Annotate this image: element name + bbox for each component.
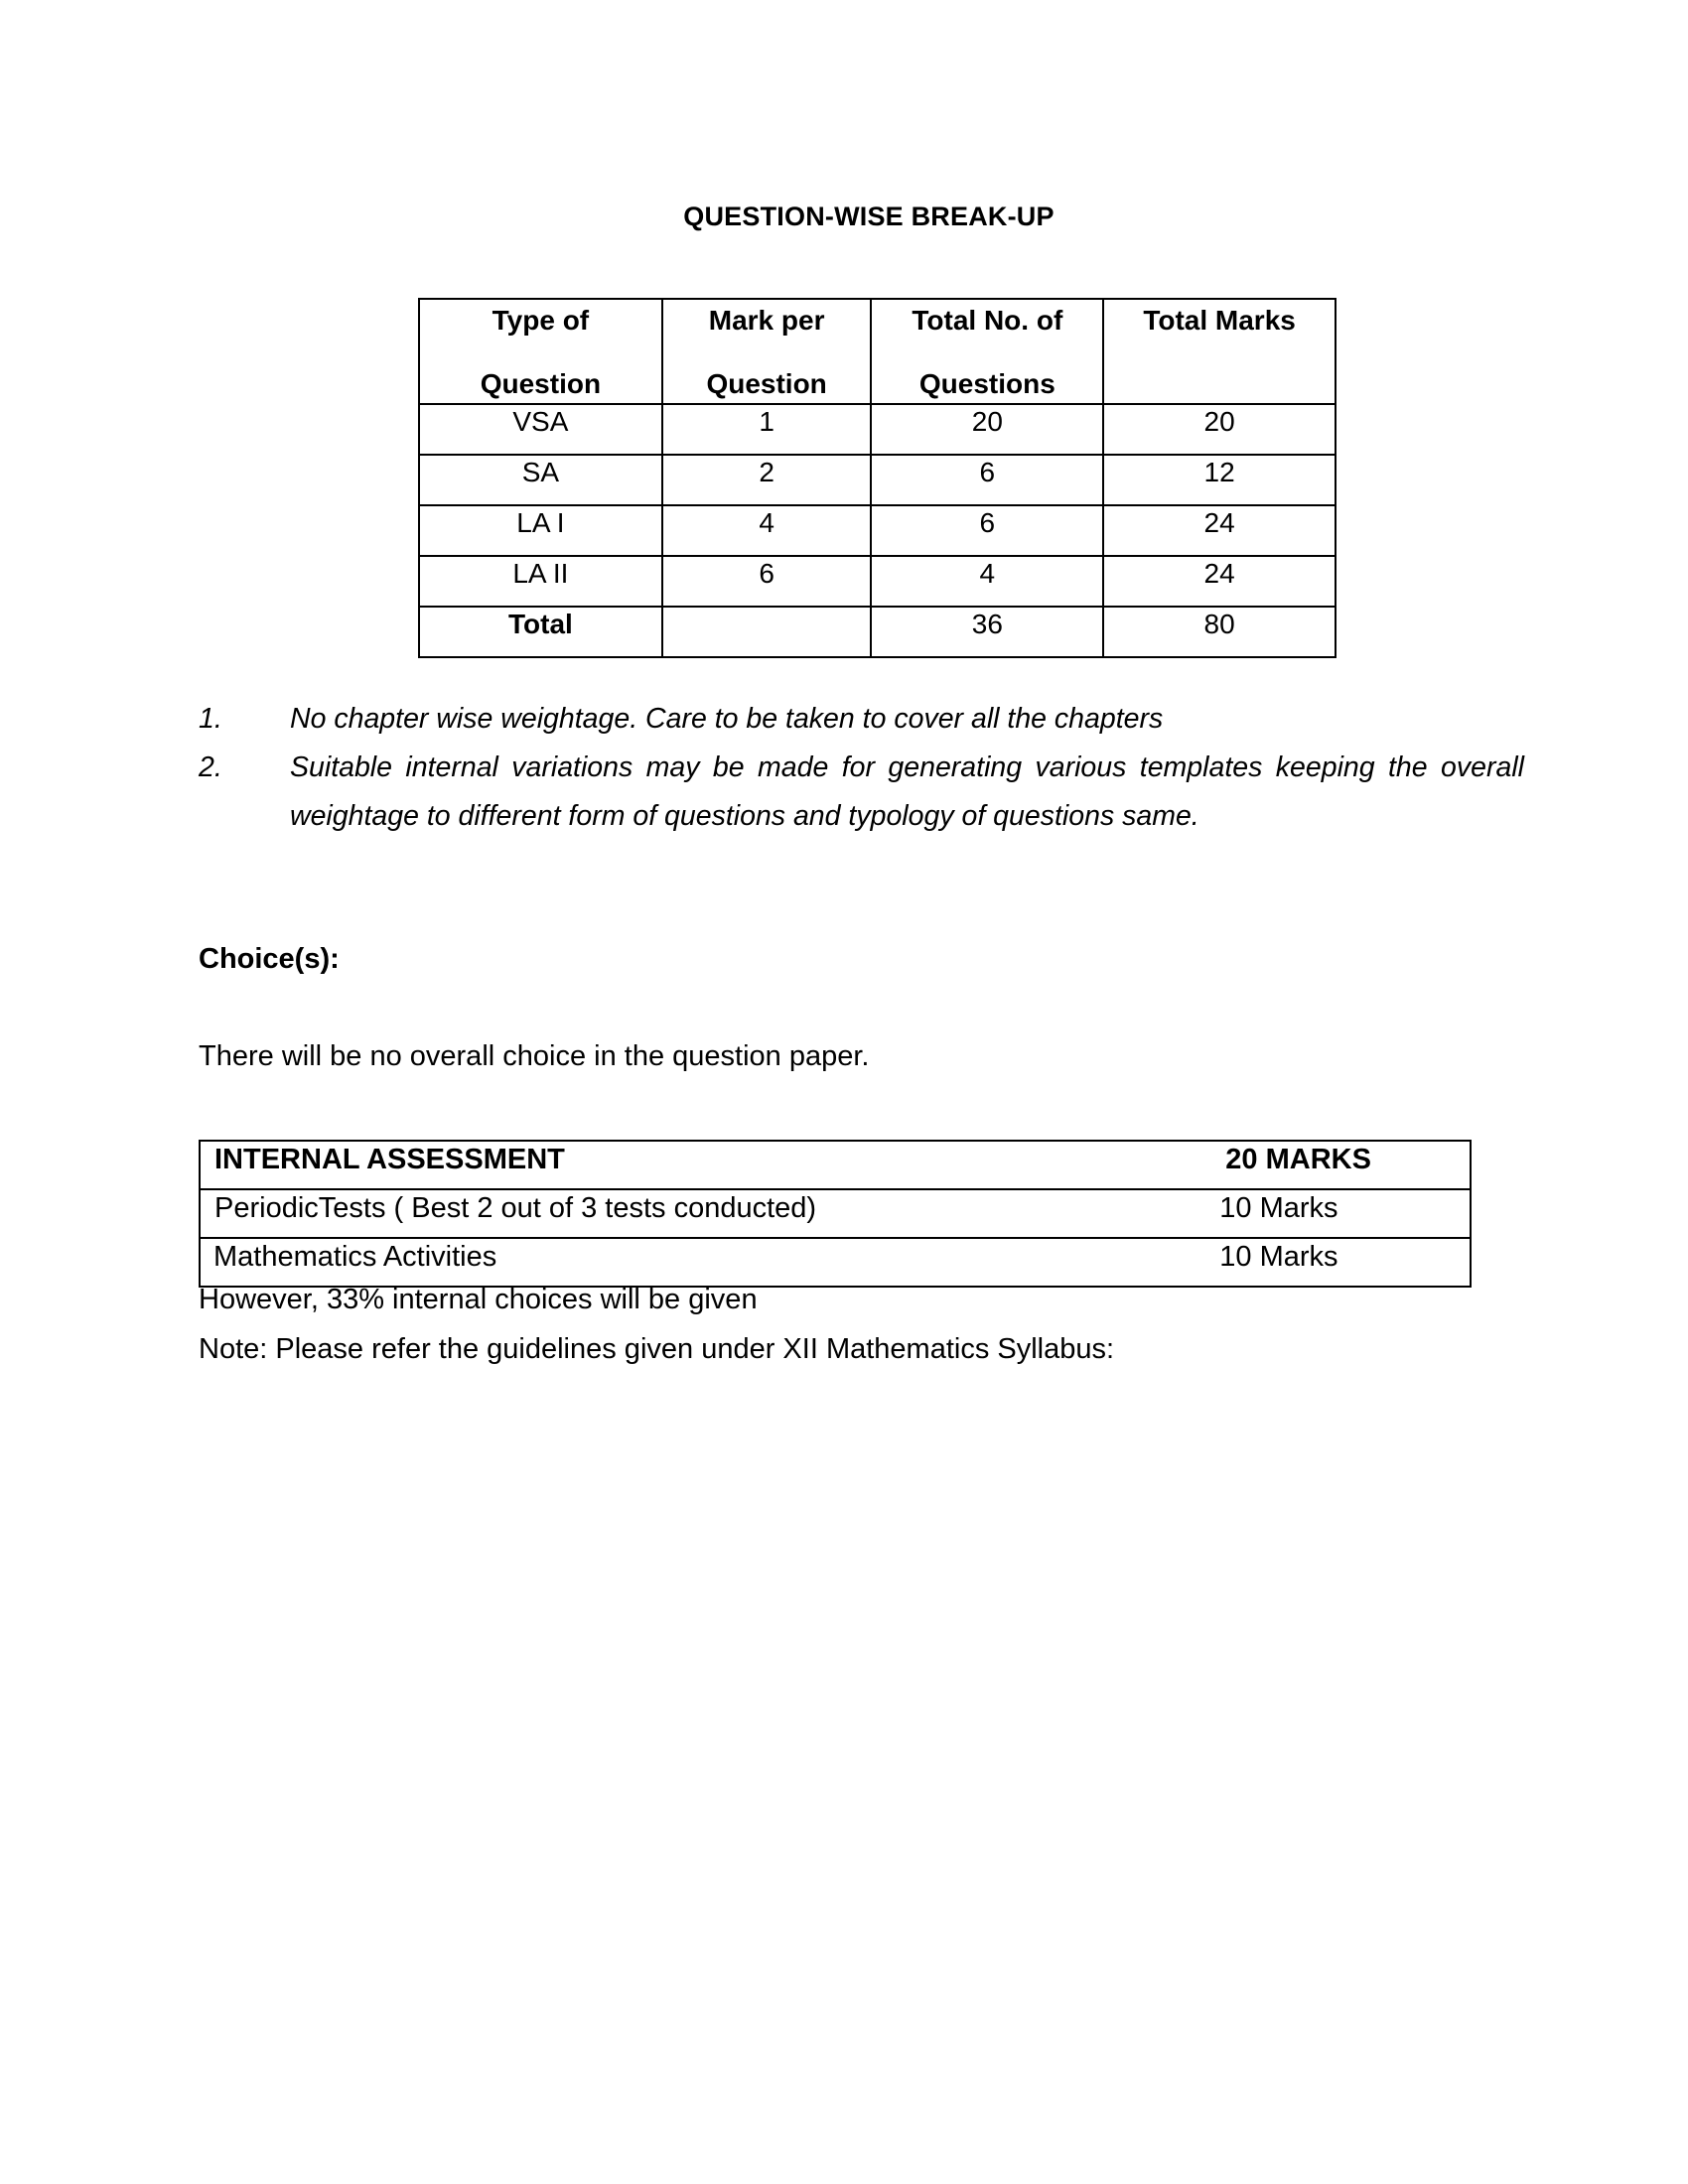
table-cell: 6 <box>662 556 872 607</box>
header-total-marks <box>1103 299 1336 404</box>
page-title: QUESTION-WISE BREAK-UP <box>683 202 1055 231</box>
internal-assessment-table <box>199 1140 1472 1288</box>
note-text: Suitable internal variations may be made for generating various templates keeping the overall <box>290 751 1524 783</box>
table-cell: 6 <box>871 455 1103 505</box>
table-cell: 1 <box>662 404 872 455</box>
table-cell: LA II <box>419 556 662 607</box>
table-cell: 24 <box>1103 505 1336 556</box>
table-header-row <box>419 299 1336 404</box>
choice-text: There will be no overall choice in the question paper. <box>199 1040 870 1072</box>
table-cell: 4 <box>662 505 872 556</box>
table-row <box>419 505 1336 556</box>
table-cell: 2 <box>662 455 872 505</box>
syllabus-note: Note: Please refer the guidelines given under XII Mathematics Syllabus: <box>199 1333 1115 1365</box>
table-cell: 36 <box>871 607 1103 657</box>
header-line: Question <box>706 368 827 399</box>
notes-list <box>199 695 1524 841</box>
question-breakup-table <box>418 298 1336 658</box>
table-total-row <box>419 607 1336 657</box>
note-number: 2. <box>199 751 222 783</box>
header-line: Questions <box>918 368 1055 399</box>
table-cell: Total <box>419 607 662 657</box>
note-text: weightage to different form of questions and typology of questions same. <box>290 800 1199 832</box>
header-line: Total Marks <box>1143 305 1296 336</box>
table-cell: VSA <box>419 404 662 455</box>
table-cell: 4 <box>871 556 1103 607</box>
table-row <box>200 1189 1471 1238</box>
table-cell: 80 <box>1103 607 1336 657</box>
table-cell <box>662 607 872 657</box>
ia-label: INTERNAL ASSESSMENT <box>200 1141 1219 1189</box>
note-number: 1. <box>199 703 222 735</box>
ia-marks: 10 Marks <box>1219 1189 1471 1238</box>
table-row <box>419 455 1336 505</box>
table-cell: LA I <box>419 505 662 556</box>
table-row <box>200 1238 1471 1287</box>
header-total-no-of-questions <box>871 299 1103 404</box>
note-item-continuation <box>199 792 1524 841</box>
header-type-of-question <box>419 299 662 404</box>
choice-heading: Choice(s): <box>199 943 340 975</box>
table-cell: SA <box>419 455 662 505</box>
table-cell: 12 <box>1103 455 1336 505</box>
table-row <box>200 1141 1471 1189</box>
header-mark-per-question <box>662 299 872 404</box>
ia-marks: 20 MARKS <box>1219 1141 1471 1189</box>
note-item <box>199 744 1524 792</box>
table-row <box>419 556 1336 607</box>
header-line: Type of <box>492 305 590 336</box>
note-text: No chapter wise weightage. Care to be taken to cover all the chapters <box>290 703 1164 735</box>
ia-label: Mathematics Activities <box>200 1238 1219 1287</box>
internal-choice-note: However, 33% internal choices will be given <box>199 1284 758 1315</box>
ia-marks: 10 Marks <box>1219 1238 1471 1287</box>
header-line: Mark per <box>708 305 825 336</box>
header-line: Question <box>480 368 602 399</box>
table-row <box>419 404 1336 455</box>
ia-label: PeriodicTests ( Best 2 out of 3 tests conducted) <box>200 1189 1219 1238</box>
table-cell: 20 <box>1103 404 1336 455</box>
table-cell: 20 <box>871 404 1103 455</box>
table-cell: 6 <box>871 505 1103 556</box>
note-item <box>199 695 1524 744</box>
header-line: Total No. of <box>912 305 1063 336</box>
table-cell: 24 <box>1103 556 1336 607</box>
